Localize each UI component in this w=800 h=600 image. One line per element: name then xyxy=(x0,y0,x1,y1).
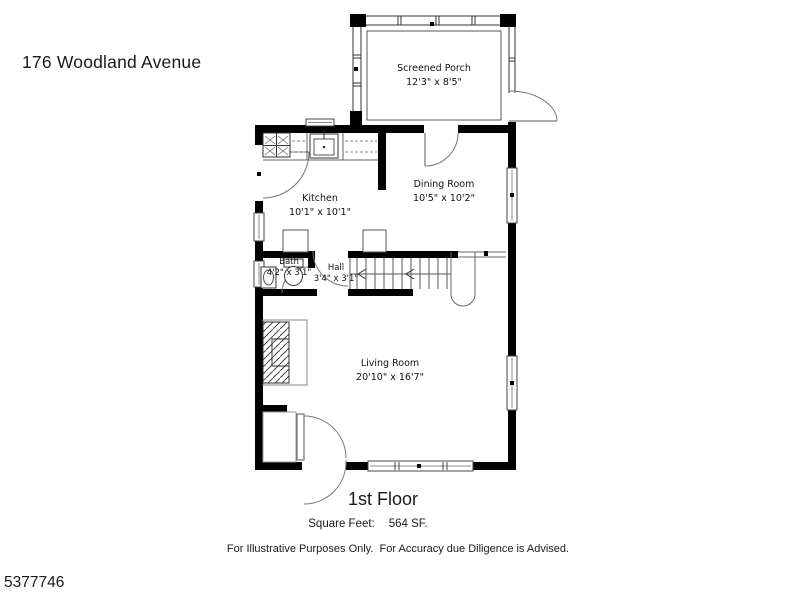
room-name: Screened Porch xyxy=(397,63,471,74)
room-name: Kitchen xyxy=(302,193,338,204)
listing-number: 5377746 xyxy=(4,574,65,591)
room-dimensions: 20'10" x 16'7" xyxy=(356,372,424,383)
room-name: Living Room xyxy=(360,358,420,369)
porch-door xyxy=(507,91,557,122)
staircase-icon xyxy=(350,252,475,306)
property-address: 176 Woodland Avenue xyxy=(22,52,202,72)
room-dimensions: 12'3" x 8'5" xyxy=(406,77,462,88)
wall-bath-bottom xyxy=(255,289,317,296)
room-dimensions: 4'2" x 3'1" xyxy=(266,268,312,278)
room-label-bath xyxy=(267,257,312,279)
room-name: Dining Room xyxy=(413,179,475,190)
front-entry xyxy=(255,405,346,504)
wall-stairs-bottom xyxy=(348,289,413,296)
room-label-kitchen xyxy=(289,192,351,220)
window-icon xyxy=(306,119,334,126)
sink-icon xyxy=(310,130,338,158)
disclaimer-text: For Illustrative Purposes Only. For Accuracy due Diligence is Advised. xyxy=(226,543,570,555)
floor-title: 1st Floor xyxy=(347,489,419,509)
wall-top xyxy=(255,125,516,133)
room-dimensions: 10'5" x 10'2" xyxy=(413,193,475,204)
window-icon xyxy=(254,213,264,241)
room-name: Bath xyxy=(279,257,299,267)
entry-closet-wall xyxy=(255,405,287,412)
cased-opening xyxy=(458,251,506,257)
kitchen-fixtures xyxy=(263,130,378,160)
room-label-hall xyxy=(314,263,359,285)
room-dimensions: 3'4" x 3'1" xyxy=(313,274,359,284)
kitchen-cabinets xyxy=(283,230,386,252)
entry-closet xyxy=(263,412,296,462)
room-dimensions: 10'1" x 10'1" xyxy=(289,207,351,218)
wall-kitchen-dining xyxy=(378,133,386,190)
fireplace-icon xyxy=(263,320,307,385)
room-label-screened-porch xyxy=(397,62,471,90)
porch-screen-right xyxy=(509,26,515,93)
door-arc-icon xyxy=(424,124,458,166)
room-name: Hall xyxy=(327,263,345,273)
square-feet-value: 564 SF. xyxy=(388,518,428,530)
square-feet xyxy=(308,518,427,530)
stair-banister xyxy=(451,252,475,306)
stove-icon xyxy=(263,133,290,157)
porch-post xyxy=(500,14,516,27)
porch-post xyxy=(350,14,366,27)
porch-post xyxy=(350,111,362,125)
door-arc-icon xyxy=(297,414,346,504)
square-feet-label: Square Feet: xyxy=(308,518,375,530)
room-label-dining-room xyxy=(413,178,475,206)
room-label-living-room xyxy=(356,357,424,385)
